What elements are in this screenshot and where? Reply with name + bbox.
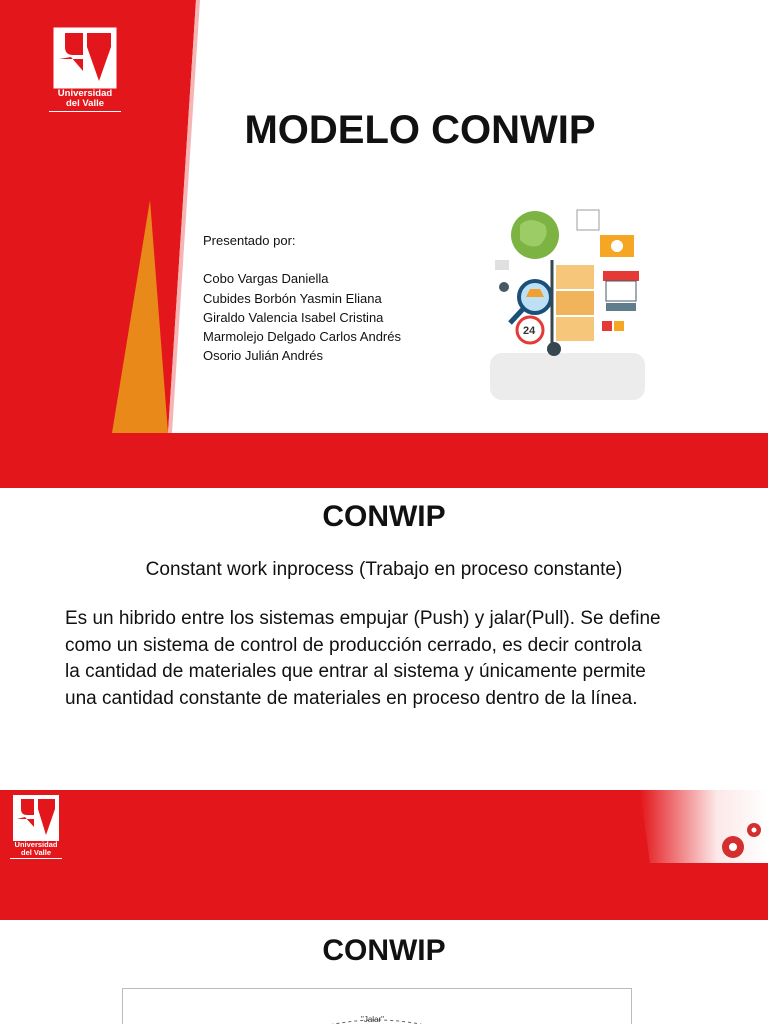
definition-slide xyxy=(0,488,768,790)
title-slide xyxy=(0,0,768,488)
conwip-diagram xyxy=(122,988,632,1024)
slide-subtitle: Constant work inprocess (Trabajo en proceso constante) xyxy=(145,559,623,580)
logo-line2: del Valle xyxy=(65,97,105,109)
slide3-header-fade xyxy=(0,790,768,920)
logo-line1: Universidad xyxy=(14,840,58,849)
author-name: Cubides Borbón Yasmin Eliana xyxy=(203,290,382,306)
university-logo-mark xyxy=(13,795,59,841)
shop-icon xyxy=(603,271,639,281)
university-logo-mark xyxy=(53,27,117,89)
presenters-block xyxy=(203,231,401,366)
paragraph-line: la cantidad de materiales que entrar al sistema y únicamente permite xyxy=(65,661,646,682)
university-logo xyxy=(53,27,117,109)
paragraph-line: como un sistema de control de producción cerrado, es decir controla xyxy=(65,634,642,656)
paragraph-line: una cantidad constante de materiales en proceso dentro de la línea. xyxy=(65,687,638,709)
author-name: Cobo Vargas Daniella xyxy=(203,271,329,287)
university-logo xyxy=(13,795,59,857)
slide-heading: CONWIP xyxy=(322,500,446,533)
diagram-label: "Jalar" xyxy=(361,1015,385,1024)
author-name: Osorio Julián Andrés xyxy=(203,348,323,364)
logo-line2: del Valle xyxy=(20,847,52,857)
paragraph-line: Es un hibrido entre los sistemas empujar (Push) y jalar(Pull). Se define xyxy=(65,608,661,629)
slide-heading: CONWIP xyxy=(322,934,446,967)
boxes-icon xyxy=(556,265,594,289)
slide1-bottom-band xyxy=(0,433,768,488)
logo-line1: Universidad xyxy=(57,88,113,99)
browser-icon xyxy=(577,210,599,230)
diagram-slide xyxy=(0,790,768,1024)
slide-title: MODELO CONWIP xyxy=(244,108,596,152)
logistics-illustration xyxy=(490,205,645,400)
author-name: Marmolejo Delgado Carlos Andrés xyxy=(203,329,401,345)
clock-badge-text: 24 xyxy=(523,325,536,337)
presented-by-label: Presentado por: xyxy=(203,233,296,248)
author-name: Giraldo Valencia Isabel Cristina xyxy=(203,309,384,325)
definition-paragraph xyxy=(65,606,710,712)
